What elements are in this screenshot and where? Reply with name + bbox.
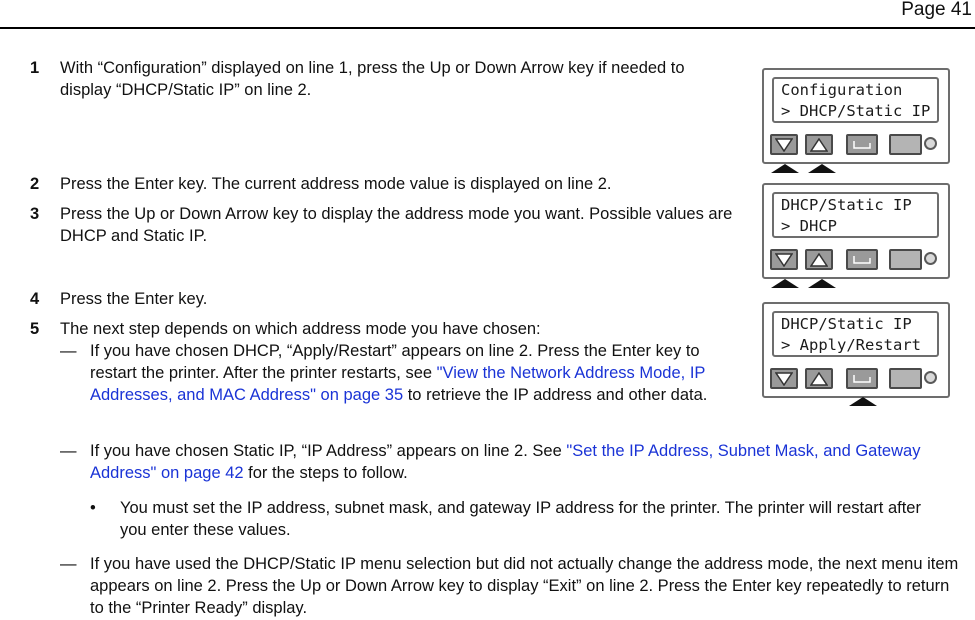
lcd-line-1: Configuration <box>781 81 903 99</box>
step-number: 4 <box>30 290 40 308</box>
down-arrow-icon <box>775 253 793 267</box>
down-arrow-button[interactable] <box>770 368 798 389</box>
pointer-arrow <box>846 396 880 407</box>
up-arrow-icon <box>810 138 828 152</box>
down-arrow-icon <box>775 372 793 386</box>
step-text: The next step depends on which address mode you have chosen: <box>60 320 541 338</box>
up-arrow-button[interactable] <box>805 134 833 155</box>
step-number: 2 <box>30 175 40 193</box>
up-arrow-icon <box>810 253 828 267</box>
text-run: If you have chosen DHCP, “Apply/Restart” appears on line 2. Press the Enter key to restart the printer. After the printer restarts, see <box>90 342 700 382</box>
enter-icon <box>853 140 871 150</box>
bullet-text: You must set the IP address, subnet mask, and gateway IP address for the printer. The printer will restart after you enter these values. <box>120 499 921 539</box>
text-run: If you have chosen Static IP, “IP Address” appears on line 2. See <box>90 442 567 460</box>
status-led <box>924 371 937 384</box>
pause-button[interactable] <box>889 134 922 155</box>
bullet-marker: • <box>90 499 96 517</box>
down-arrow-icon <box>775 138 793 152</box>
lcd-line-2: > DHCP <box>781 217 837 235</box>
step-1 <box>30 57 740 101</box>
link-set-ip-address[interactable]: "Set the IP Address, Subnet Mask, and Gateway Address" on page 42 <box>90 442 921 482</box>
control-panel-1 <box>762 68 950 164</box>
step-number: 5 <box>30 320 40 338</box>
dash-marker: — <box>60 342 77 360</box>
dash-marker: — <box>60 442 77 460</box>
up-arrow-button[interactable] <box>805 249 833 270</box>
lcd-line-2: > DHCP/Static IP <box>781 102 931 120</box>
step-number: 3 <box>30 205 40 223</box>
step-2 <box>30 173 740 195</box>
text-run: for the steps to follow. <box>243 464 408 482</box>
sub-item-unchanged <box>60 553 960 619</box>
step-3 <box>30 203 740 247</box>
page-header <box>0 0 975 29</box>
up-arrow-button[interactable] <box>805 368 833 389</box>
lcd-display <box>772 192 939 238</box>
lcd-line-2: > Apply/Restart <box>781 336 921 354</box>
sub-item-text <box>90 340 745 406</box>
status-led <box>924 137 937 150</box>
bullet-item <box>90 497 950 541</box>
up-arrow-icon <box>810 372 828 386</box>
pointer-arrows <box>768 278 840 289</box>
pause-button[interactable] <box>889 249 922 270</box>
enter-button[interactable] <box>846 134 878 155</box>
control-panel-3 <box>762 302 950 398</box>
sub-item-static-ip <box>60 440 960 484</box>
sub-item-dhcp <box>60 340 745 406</box>
status-led <box>924 252 937 265</box>
enter-icon <box>853 255 871 265</box>
step-text: Press the Enter key. <box>60 290 208 308</box>
page-number: Page 41 <box>901 0 972 20</box>
pause-button[interactable] <box>889 368 922 389</box>
step-text: Press the Up or Down Arrow key to display the address mode you want. Possible values are DHCP and Static IP. <box>60 205 733 245</box>
sub-item-text <box>90 440 960 484</box>
control-panel-2 <box>762 183 950 279</box>
step-text: With “Configuration” displayed on line 1, press the Up or Down Arrow key if needed to display “DHCP/Static IP” on line 2. <box>60 59 685 99</box>
enter-button[interactable] <box>846 368 878 389</box>
dash-marker: — <box>60 555 77 573</box>
step-5 <box>30 318 740 340</box>
lcd-line-1: DHCP/Static IP <box>781 196 912 214</box>
sub-item-text: If you have used the DHCP/Static IP menu selection but did not actually change the address mode, the next menu item appears on line 2. Press the Up or Down Arrow key to display “Exit” on line 2. Press the Enter key repeatedly to return to the “Printer Ready” display. <box>90 555 959 617</box>
lcd-line-1: DHCP/Static IP <box>781 315 912 333</box>
enter-icon <box>853 374 871 384</box>
link-view-network-address-mode[interactable]: "View the Network Address Mode, IP Addresses, and MAC Address" on page 35 <box>90 364 706 404</box>
step-text: Press the Enter key. The current address mode value is displayed on line 2. <box>60 175 612 193</box>
lcd-display <box>772 311 939 357</box>
down-arrow-button[interactable] <box>770 134 798 155</box>
step-4 <box>30 288 740 310</box>
down-arrow-button[interactable] <box>770 249 798 270</box>
lcd-display <box>772 77 939 123</box>
pointer-arrows <box>768 163 840 174</box>
step-number: 1 <box>30 59 40 77</box>
enter-button[interactable] <box>846 249 878 270</box>
text-run: to retrieve the IP address and other data. <box>403 386 708 404</box>
